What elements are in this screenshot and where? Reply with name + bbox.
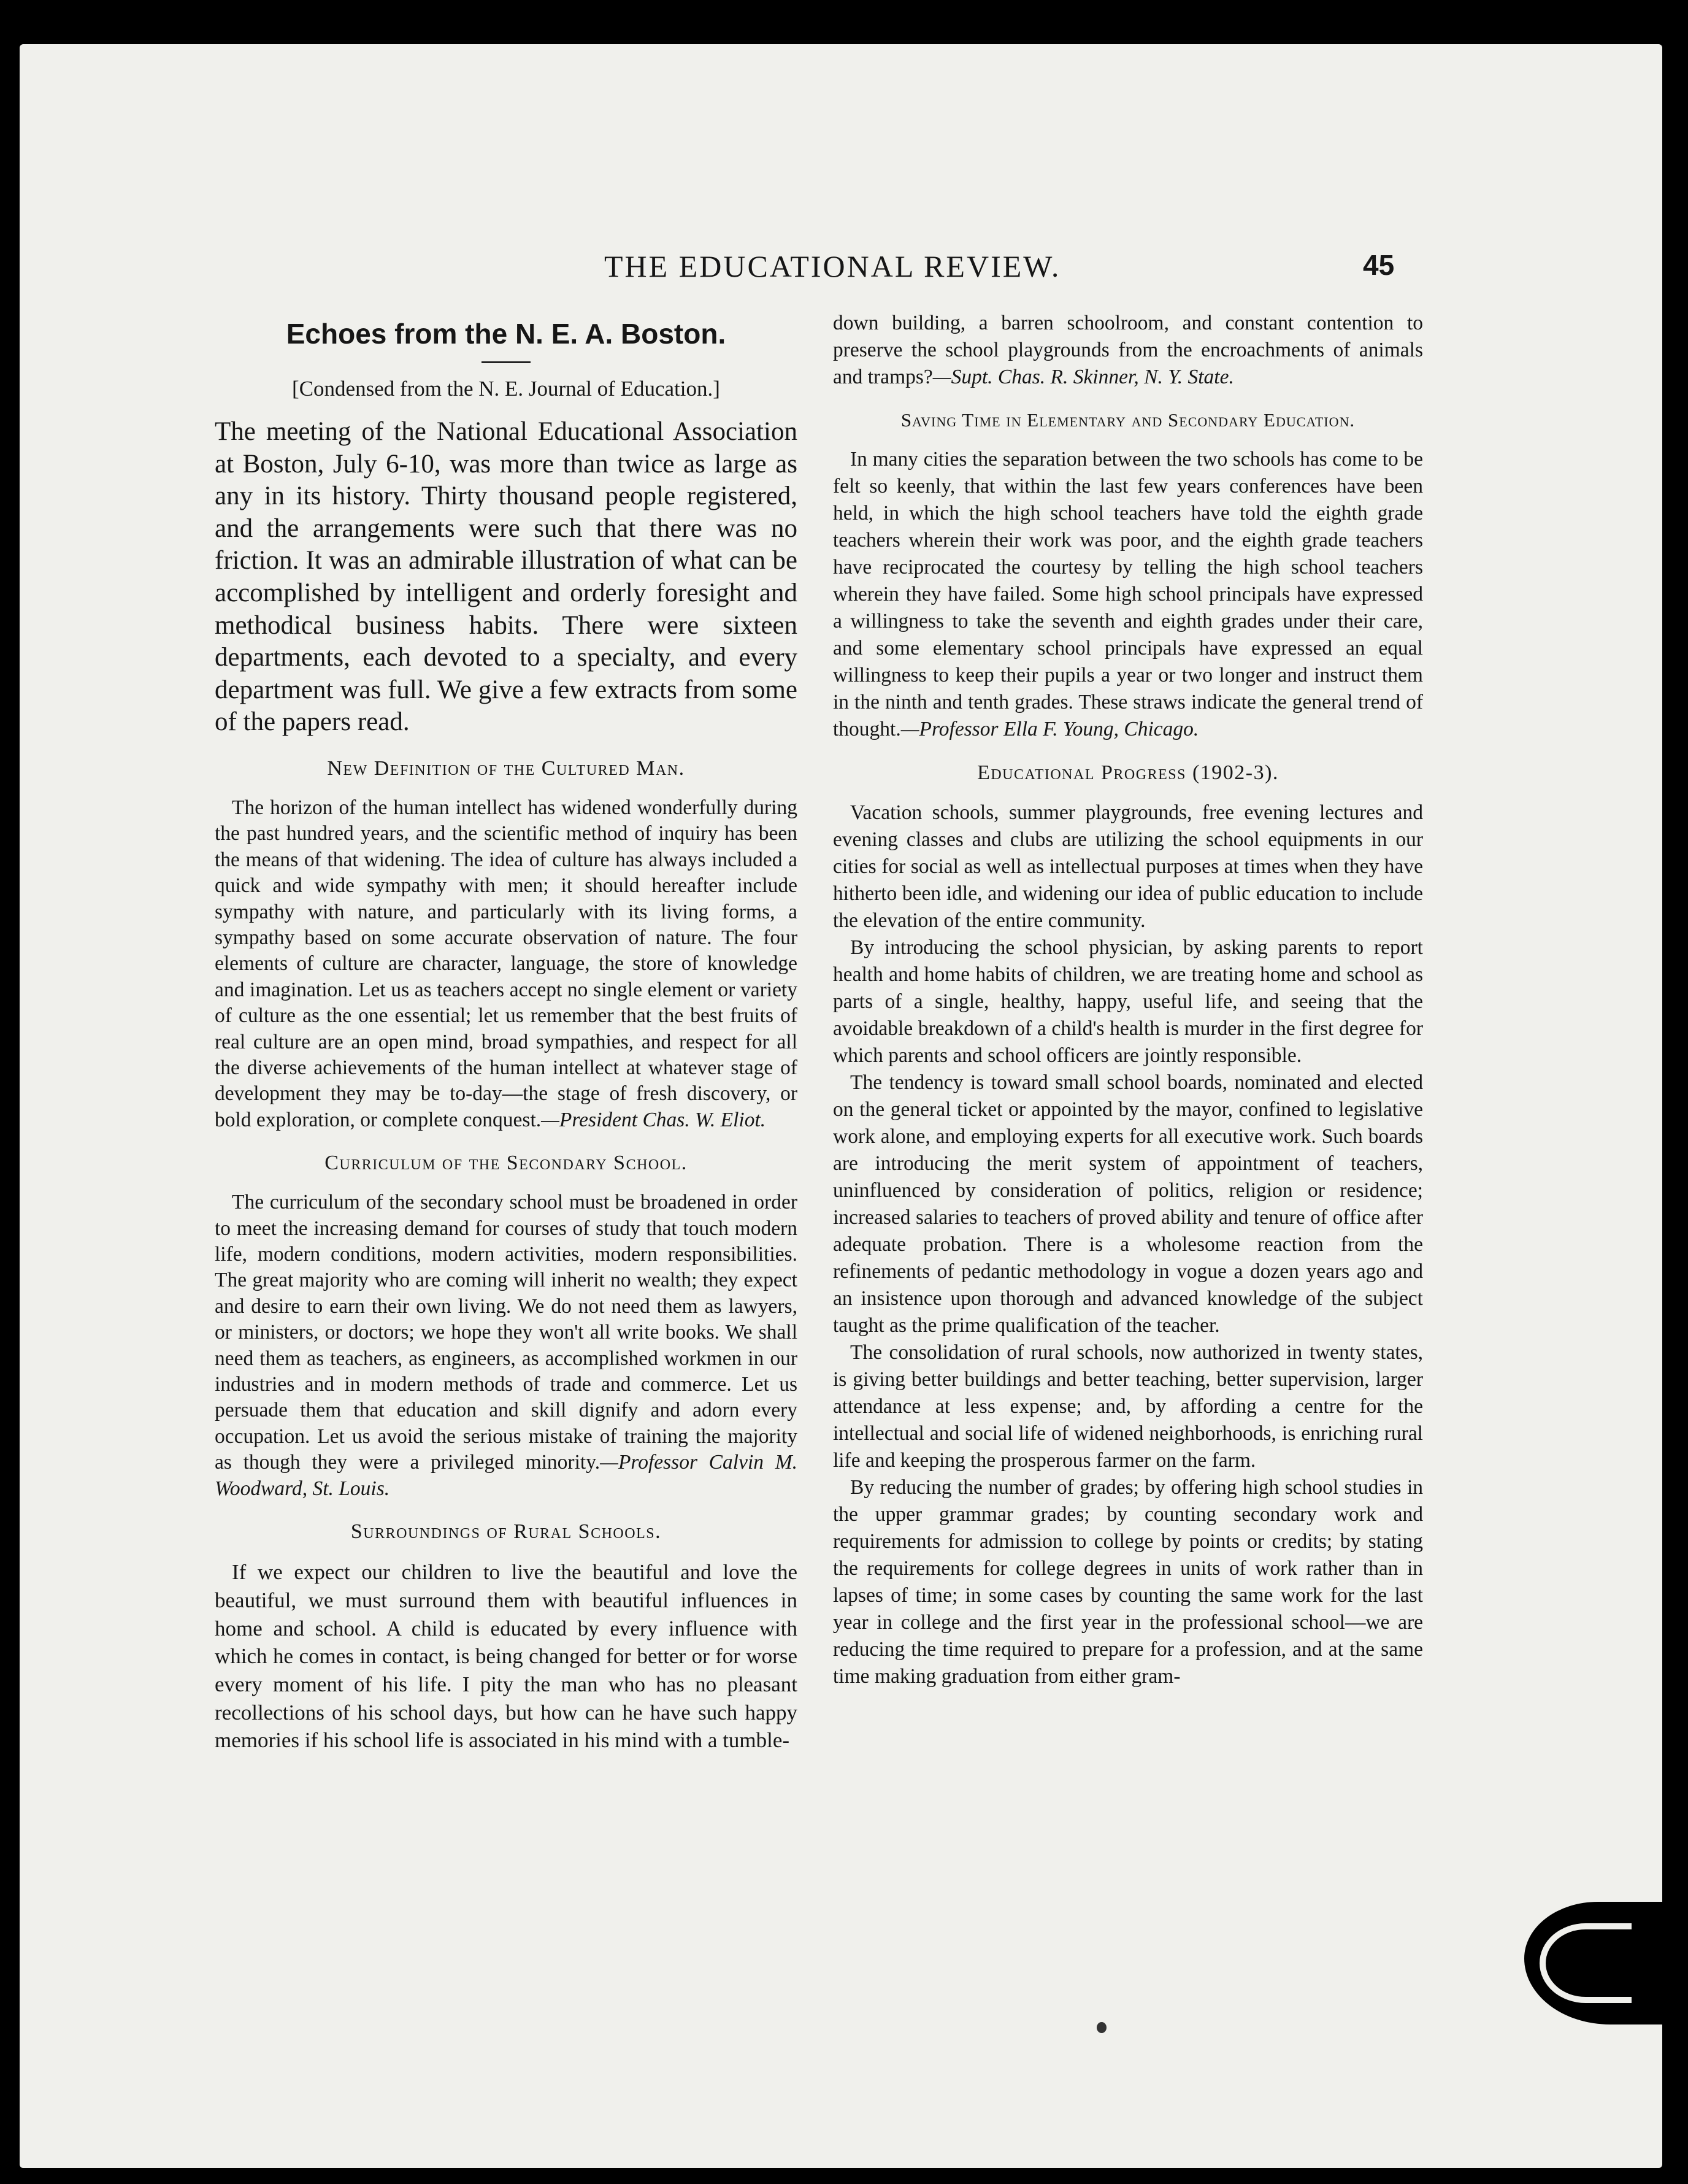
ink-speck [1097,2022,1107,2033]
section-text-rural-schools: If we expect our children to live the beautiful and love the beautiful, we must surround them with beautiful influences in home and school. A child is educated by every influence with which he comes in contact, is being changed for better or for worse every moment of his life. I pity the man who has no pleasant recollections of his school days, but how can he have such happy memories if his school life is associated in his mind with a tumble- [215,1560,797,1753]
section-heading-secondary-school: Curriculum of the Secondary School. [324,1152,688,1175]
scan-border-left [0,0,20,2184]
citation-woodward: —Professor Calvin M. Woodward, St. Louis. [215,1451,797,1500]
section-heading-cultured-man: New Definition of the Cultured Man. [327,756,685,780]
page-number: 45 [1363,249,1395,281]
article-intro: The meeting of the National Educational Association at Boston, July 6-10, was more than twice as large as any in its history. Thirty thousand people registered, and the arrangements were such that there was no friction. It was an admirable illustration of what can be accomplished by intelligent and orderly foresight and methodical business habits. There were sixteen departments, each devoted to a specialty, and every department was full. We give a few extracts from some of the papers read. [215,417,797,737]
scan-border-right [1662,0,1688,2184]
progress-paragraph: By introducing the school physician, by asking parents to report health and home habits of children, we are treating home and school as parts of a single, healthy, happy, useful life, and seeing that the avoidable breakdown of a child's health is murder in the first degree for which parents and school officers are jointly responsible. [833,936,1423,1067]
article-source: [Condensed from the N. E. Journal of Education.] [292,377,720,401]
progress-paragraph: By reducing the number of grades; by offering high school studies in the upper grammar grades; by counting secondary work and requirements for admission to college by points or credits; by stating the requirements for college degrees in units of work rather than in lapses of time; in some cases by counting the same work for the last year in college and the first year in the professional school—we are reducing the time required to prepare for a profession, and at the same time making graduation from either gram- [833,1476,1423,1688]
progress-paragraph: The consolidation of rural schools, now authorized in twenty states, is giving better buildings and better teaching, better supervision, larger attendance at less expense; and, by affording a centre for the intellectual and social life of widened neighborhoods, is enriching rural life and keeping the prosperous farmer on the farm. [833,1341,1423,1472]
film-blot-ring [1540,1923,1632,2003]
section-text-saving-time: In many cities the separation between the two schools has come to be felt so keenly, that within the last few years conferences have been held, in which the high school teachers have told the eighth grade teachers wherein their work was poor, and the eighth grade teachers have reciprocated the courtesy by telling the high school teachers wherein they have failed. Some high school principals have expressed a willingness to take the seventh and eighth grades under their care, and some elementary school principals have expressed an equal willingness to keep their pupils a year or two longer and instruct them in the ninth and tenth grades. These straws indicate the general trend of thought.—Professor Ella F. Young, Chicago. [833,448,1423,740]
title-rule [481,361,531,363]
section-heading-educational-progress: Educational Progress (1902-3). [977,761,1279,784]
left-column [215,310,797,1755]
article-title: Echoes from the N. E. A. Boston. [286,318,726,350]
section-heading-saving-time: Saving Time in Elementary and Secondary Education. [900,409,1356,431]
progress-paragraph: The tendency is toward small school boards, nominated and elected on the general ticket or appointed by the mayor, confined to legislative work alone, and employing experts for all executive work. Such boards are introducing the merit system of appointment of teachers, uninfluenced by consideration of politics, religion or residence; increased salaries to teachers of proved ability and tenure of office after adequate probation. There is a wholesome reaction from the refinements of pedantic methodology in vogue a dozen years ago and an insistence upon thorough and advanced knowledge of the subject taught as the prime qualification of the teacher. [833,1071,1423,1337]
rural-schools-continuation: down building, a barren schoolroom, and constant contention to preserve the school playgrounds from the encroachments of animals and tramps?—Supt. Chas. R. Skinner, N. Y. State. [833,312,1423,388]
section-heading-rural-schools: Surroundings of Rural Schools. [350,1520,662,1544]
section-text-secondary-school: The curriculum of the secondary school must be broadened in order to meet the increasing demand for courses of study that touch modern life, modern conditions, modern activities, modern responsibilities. The great majority who are coming will inherit no wealth; they expect and desire to earn their own living. We do not need them as lawyers, or ministers, or doctors; we hope they won't all write books. We shall need them as teachers, as engineers, as accomplished workmen in our industries and in modern methods of trade and commerce. Let us persuade them that education and skill dignify and adorn every occupation. Let us avoid the serious mistake of training the majority as though they were a privileged minority.—Professor Calvin M. Woodward, St. Louis. [215,1191,797,1500]
citation-skinner: —Supt. Chas. R. Skinner, N. Y. State. [932,366,1234,388]
section-text-cultured-man: The horizon of the human intellect has widened wonderfully during the past hundred years, and the scientific method of inquiry has been the means of that widening. The idea of culture has always included a quick and wide sympathy with men; it should hereafter include sympathy with nature, and particularly with its living forms, a sympathy based on some accurate observation of nature. The four elements of culture are character, language, the store of knowledge and imagination. Let us as teachers accept no single element or variety of culture as the one essential; let us remember that the best fruits of real culture are an open mind, broad sympathies, and respect for all the diverse achievements of the human intellect at whatever stage of development they may be to-day—the stage of fresh discovery, or bold exploration, or complete conquest.—President Chas. W. Eliot. [215,796,797,1131]
progress-paragraph: Vacation schools, summer playgrounds, free evening lectures and evening classes and clubs are utilizing the school equipments in our cities for social as well as intellectual purposes at times when they have hitherto been idle, and widening our idea of public education to include the elevation of the entire community. [833,801,1423,932]
running-header: THE EDUCATIONAL REVIEW. [604,249,1061,283]
citation-eliot: —President Chas. W. Eliot. [541,1108,766,1131]
right-column [833,310,1423,1690]
citation-young: —Professor Ella F. Young, Chicago. [900,718,1199,740]
